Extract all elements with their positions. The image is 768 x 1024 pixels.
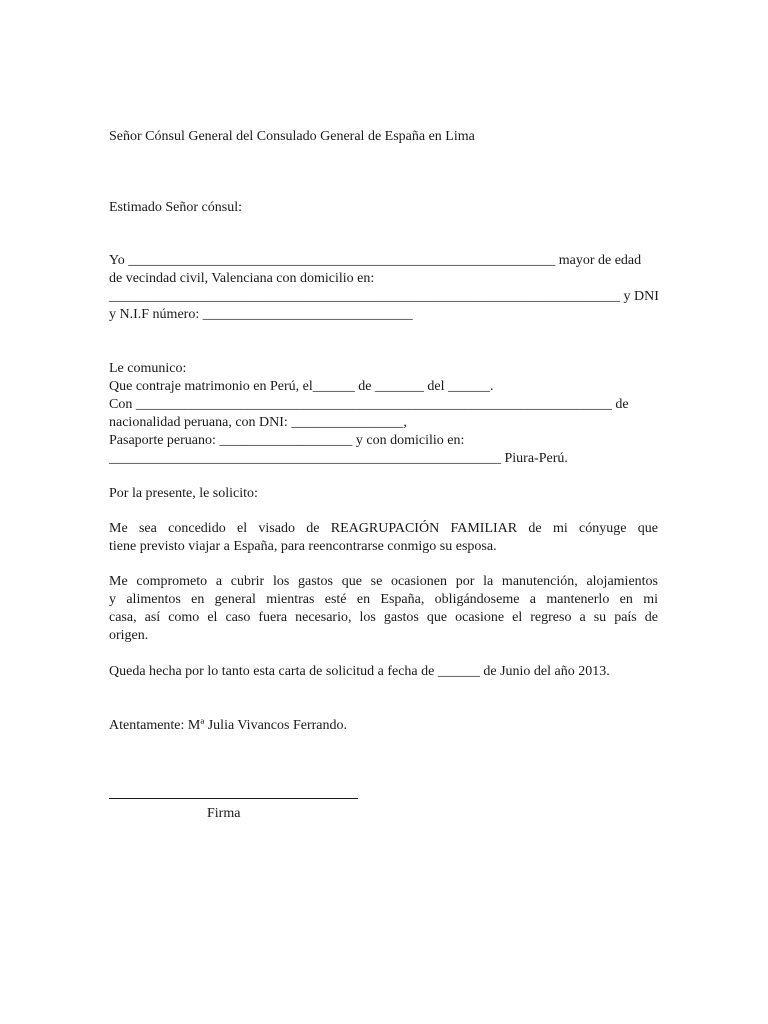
request-paragraph <box>109 520 658 556</box>
greeting: Estimado Señor cónsul: <box>109 200 242 215</box>
commitment-line-2: y alimentos en general mientras esté en España, obligándoseme a mantenerlo en mi <box>109 592 658 607</box>
identity-line-2: de vecindad civil, Valenciana con domicilio en: <box>109 271 375 286</box>
addressee: Señor Cónsul General del Consulado General de España en Lima <box>109 129 475 144</box>
communication-line-3: Con ____________________________________________________________________ de <box>109 397 629 412</box>
identity-line-3: _________________________________________________________________________ y DNI <box>109 289 659 304</box>
communication-line-6: ________________________________________________________ Piura-Perú. <box>109 451 568 466</box>
communication-line-4: nacionalidad peruana, con DNI: ________________, <box>109 415 407 430</box>
commitment-paragraph <box>109 573 658 645</box>
signature-line <box>109 798 358 799</box>
commitment-line-1: Me comprometo a cubrir los gastos que se ocasionen por la manutención, alojamientos <box>109 574 658 589</box>
signoff: Atentamente: Mª Julia Vivancos Ferrando. <box>109 718 347 733</box>
request-line-2: tiene previsto viajar a España, para reencontrarse conmigo su esposa. <box>109 539 497 554</box>
request-line-1: Me sea concedido el visado de REAGRUPACIÓN FAMILIAR de mi cónyuge que <box>109 521 658 536</box>
commitment-line-3: casa, así como el caso fuera necesario, los gastos que ocasione el regreso a su país de <box>109 610 658 625</box>
request-intro: Por la presente, le solicito: <box>109 486 258 501</box>
signature-label: Firma <box>207 806 241 821</box>
closing-date: Queda hecha por lo tanto esta carta de solicitud a fecha de ______ de Junio del año 2013. <box>109 664 610 679</box>
communication-line-5: Pasaporte peruano: ___________________ y con domicilio en: <box>109 433 465 448</box>
identity-line-1: Yo _____________________________________________________________ mayor de edad <box>109 253 642 268</box>
communication-line-1: Le comunico: <box>109 361 187 376</box>
commitment-line-4: origen. <box>109 628 149 643</box>
communication-line-2: Que contraje matrimonio en Perú, el______ de _______ del ______. <box>109 379 494 394</box>
identity-line-4: y N.I.F número: ______________________________ <box>109 307 413 322</box>
